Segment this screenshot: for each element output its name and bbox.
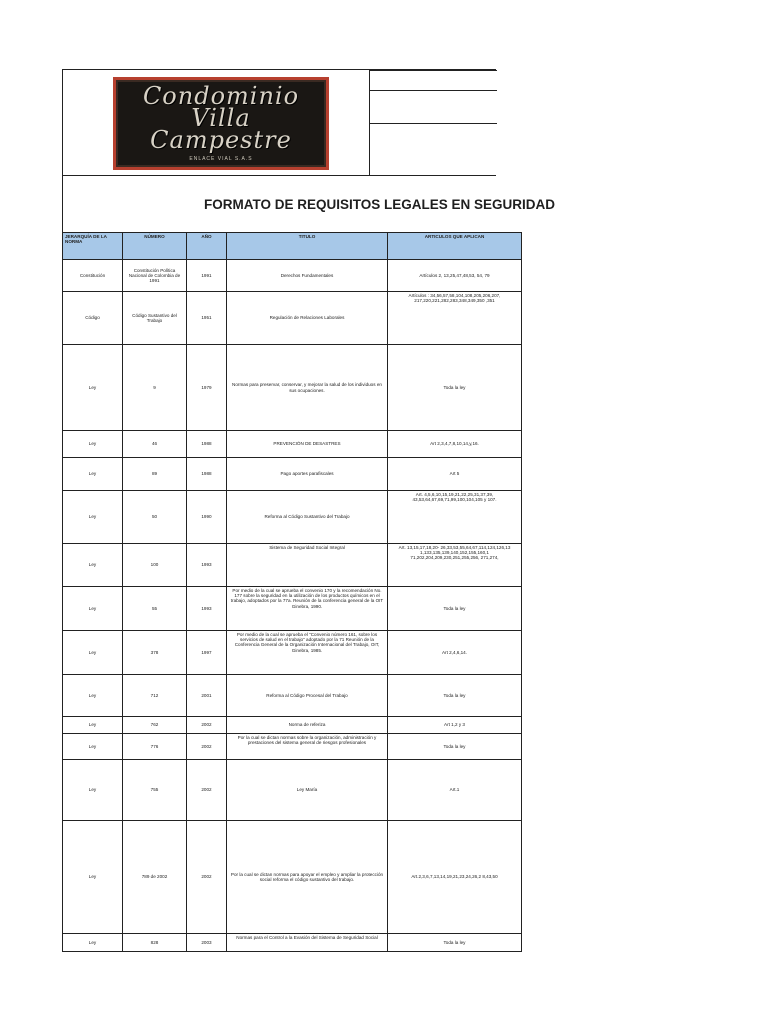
cell-jerarquia: Ley [63,675,123,717]
cell-articulos: Art.1 [388,760,522,821]
logo-line-3: Campestre [150,126,292,154]
logo-line-4: ENLACE VIAL S.A.S [189,156,253,162]
cell-articulos: Toda la ley [388,675,522,717]
cell-articulos: Toda la ley [388,345,522,431]
cell-articulos: Art. 13,15,17,18,20- 26,33,53,55,64,67,114,124,126,13 1,133,135,139,140,152,155,160,1 71,202,204,209,230,251,255,256, 271,274, [388,544,522,587]
table-row [63,587,522,631]
header-articulos: ARTICULOS QUE APLICAN [388,233,522,260]
cell-numero: 50 [123,491,187,544]
header-jerarquia: JERARQUÍA DE LA NORMA [63,233,123,260]
logo-cell [63,70,369,176]
table-row [63,431,522,458]
cell-numero: 762 [123,717,187,734]
cell-numero: 378 [123,631,187,675]
header-rule-3 [369,123,497,124]
cell-jerarquia: Ley [63,717,123,734]
cell-articulos: Art. 4,5,6,10,15,19,21,22,25,31,37,39, 43,53,64,67,69,71,99,100,104,105 y 107. [388,491,522,544]
cell-articulos: Art 5 [388,458,522,491]
cell-titulo: Por la cual se dictan normas sobre la organización, administración y prestaciones del sistema general de riesgos profesionales [227,734,388,760]
cell-articulos: Art 2,3,4,7,8,10,14,y,16. [388,431,522,458]
table-row [63,345,522,431]
cell-articulos: Toda la ley [388,734,522,760]
table-row [63,292,522,345]
cell-numero: Constitución Política Nacional de Colombia de 1991 [123,260,187,292]
cell-titulo: Pago aportes parafiscales [227,458,388,491]
cell-numero: 46 [123,431,187,458]
title-bar [62,176,556,232]
table-row [63,544,522,587]
table-row [63,675,522,717]
cell-jerarquia: Código [63,292,123,345]
cell-titulo: Por medio de la cual se aprueba el "Convenio número 161, sobre los servicios de salud en el trabajo" adoptado por la 71 Reunión de la Conferencia General de la Organización Internacional del Trabajo, OIT, Ginebra, 1985. [227,631,388,675]
cell-jerarquia: Ley [63,587,123,631]
cell-titulo: Por medio de la cual se aprueba el convenio 170 y la recomendación No. 177 sobre la seguridad en la utilización de los productos químicos en el trabajo, adoptados por la 77a. Reunión de la conferencia general de la OIT Ginebra, 1990. [227,587,388,631]
cell-jerarquia: Constitución [63,260,123,292]
cell-numero: 712 [123,675,187,717]
cell-titulo: Por la cual se dictan normas para apoyar el empleo y ampliar la protección social reforma el código sustantivo del trabajo. [227,821,388,934]
cell-jerarquia: Ley [63,760,123,821]
cell-titulo: Normas para preservar, conservar, y mejorar la salud de los individuos en sus ocupaciones. [227,345,388,431]
cell-numero: 828 [123,934,187,952]
cell-titulo: Norma de referiza [227,717,388,734]
cell-numero: 89 [123,458,187,491]
cell-titulo: Ley María [227,760,388,821]
cell-numero: 755 [123,760,187,821]
cell-numero: 9 [123,345,187,431]
cell-anio: 2001 [187,675,227,717]
table-header-row [63,233,522,260]
cell-anio: 1988 [187,431,227,458]
table-row [63,734,522,760]
cell-articulos: Toda la ley [388,587,522,631]
cell-articulos: Artículos 2, 13,25,47,48,53, 54, 79 [388,260,522,292]
cell-jerarquia: Ley [63,544,123,587]
table-body [63,260,522,952]
cell-titulo: Reforma al Código Sustantivo del Trabajo [227,491,388,544]
cell-anio: 1997 [187,631,227,675]
cell-anio: 1993 [187,544,227,587]
cell-articulos: Art.2,3,6,7,13,14,19,21,23,24,26,2 8,43,50 [388,821,522,934]
cell-anio: 1991 [187,260,227,292]
cell-anio: 2002 [187,734,227,760]
cell-titulo: Reforma al Código Procesal del Trabajo [227,675,388,717]
cell-anio: 2003 [187,934,227,952]
cell-articulos: Toda la ley [388,934,522,952]
cell-numero: 55 [123,587,187,631]
document-sheet [62,69,556,949]
cell-anio: 1993 [187,587,227,631]
cell-articulos: Art 1,2 y 3 [388,717,522,734]
cell-titulo: Normas para el Control a la Evasión del Sistema de Seguridad Social [227,934,388,952]
cell-jerarquia: Ley [63,431,123,458]
cell-jerarquia: Ley [63,458,123,491]
table-row [63,458,522,491]
cell-jerarquia: Ley [63,821,123,934]
document-header [62,69,496,176]
table-row [63,260,522,292]
cell-articulos: Art 2,4,6,14. [388,631,522,675]
header-rule-2 [369,90,497,91]
table-row [63,934,522,952]
cell-anio: 1990 [187,491,227,544]
cell-anio: 2002 [187,760,227,821]
header-titulo: TITULO [227,233,388,260]
cell-titulo: Derechos Fundamentales [227,260,388,292]
logo-line-1: Condominio [142,82,300,110]
cell-numero: Código Sustantivo del Trabajo [123,292,187,345]
table-row [63,760,522,821]
table-row [63,821,522,934]
cell-titulo: PREVENCIÓN DE DESASTRES [227,431,388,458]
cell-jerarquia: Ley [63,491,123,544]
legal-requirements-table [62,232,522,952]
header-numero: NÚMERO [123,233,187,260]
condominio-logo [113,77,329,170]
cell-anio: 2002 [187,717,227,734]
cell-jerarquia: Ley [63,345,123,431]
cell-titulo: Sistema de Seguridad Social Integral [227,544,388,587]
table-row [63,631,522,675]
table-row [63,491,522,544]
cell-anio: 1951 [187,292,227,345]
cell-numero: 776 [123,734,187,760]
cell-numero: 789 de 2002 [123,821,187,934]
cell-anio: 2002 [187,821,227,934]
cell-jerarquia: Ley [63,934,123,952]
cell-anio: 1979 [187,345,227,431]
cell-anio: 1988 [187,458,227,491]
cell-numero: 100 [123,544,187,587]
cell-jerarquia: Ley [63,631,123,675]
table-row [63,717,522,734]
cell-jerarquia: Ley [63,734,123,760]
cell-articulos: Artículos : 34,56,57,58,104,108,205,206,207, 217,220,221,282,283,348,349,350 ,351 [388,292,522,345]
cell-titulo: Regulación de Relaciones Laborales [227,292,388,345]
logo-line-2: Villa [191,104,251,132]
header-anio: AÑO [187,233,227,260]
document-title: FORMATO DE REQUISITOS LEGALES EN SEGURIDAD [204,197,556,212]
header-rule-1 [369,70,497,71]
